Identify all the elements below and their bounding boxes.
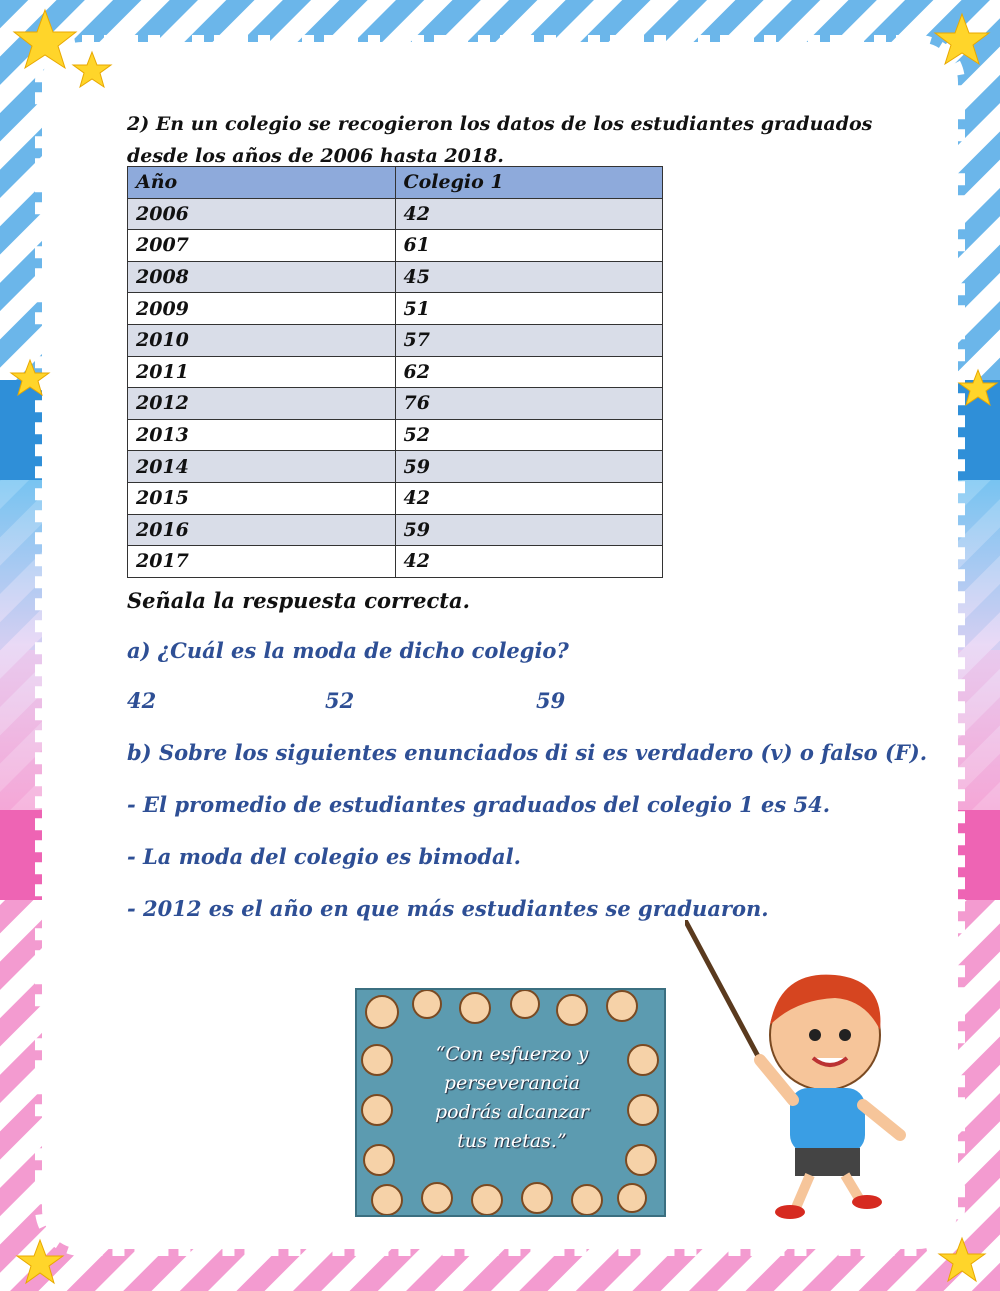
year-cell: 2007 bbox=[128, 230, 396, 262]
value-cell: 76 bbox=[395, 388, 663, 420]
table-row bbox=[128, 482, 663, 514]
poster-line: tus metas.” bbox=[457, 1130, 567, 1152]
year-cell: 2011 bbox=[128, 356, 396, 388]
value-cell: 59 bbox=[395, 514, 663, 546]
statement-bimodal[interactable]: - La moda del colegio es bimodal. bbox=[127, 844, 521, 869]
table-row bbox=[128, 388, 663, 420]
poster-line: podrás alcanzar bbox=[435, 1101, 589, 1123]
year-cell: 2010 bbox=[128, 324, 396, 356]
table-row bbox=[128, 261, 663, 293]
value-cell: 42 bbox=[395, 482, 663, 514]
graduates-table bbox=[127, 166, 663, 578]
value-cell: 42 bbox=[395, 198, 663, 230]
value-cell: 57 bbox=[395, 324, 663, 356]
table-row bbox=[128, 546, 663, 578]
option-59[interactable]: 59 bbox=[536, 688, 566, 713]
value-cell: 52 bbox=[395, 419, 663, 451]
option-52[interactable]: 52 bbox=[325, 688, 355, 713]
year-cell: 2014 bbox=[128, 451, 396, 483]
table-row bbox=[128, 324, 663, 356]
poster-quote bbox=[397, 1040, 627, 1156]
table-row bbox=[128, 419, 663, 451]
year-cell: 2013 bbox=[128, 419, 396, 451]
year-cell: 2009 bbox=[128, 293, 396, 325]
value-cell: 62 bbox=[395, 356, 663, 388]
value-cell: 42 bbox=[395, 546, 663, 578]
year-cell: 2006 bbox=[128, 198, 396, 230]
exercise-intro: 2) En un colegio se recogieron los datos de los estudiantes graduados desde los años de 2006 hasta 2018. bbox=[127, 113, 873, 167]
question-b: b) Sobre los siguientes enunciados di si es verdadero (v) o falso (F). bbox=[127, 740, 928, 765]
header-year: Año bbox=[128, 167, 396, 199]
year-cell: 2008 bbox=[128, 261, 396, 293]
table-row bbox=[128, 514, 663, 546]
year-cell: 2015 bbox=[128, 482, 396, 514]
table-row bbox=[128, 230, 663, 262]
option-42[interactable]: 42 bbox=[127, 688, 157, 713]
value-cell: 61 bbox=[395, 230, 663, 262]
year-cell: 2016 bbox=[128, 514, 396, 546]
value-cell: 51 bbox=[395, 293, 663, 325]
statement-2012[interactable]: - 2012 es el año en que más estudiantes se graduaron. bbox=[127, 896, 769, 921]
table-row bbox=[128, 451, 663, 483]
worksheet-content bbox=[70, 70, 940, 1230]
year-cell: 2017 bbox=[128, 546, 396, 578]
table-header-row bbox=[128, 167, 663, 199]
motivational-poster bbox=[355, 988, 666, 1217]
value-cell: 45 bbox=[395, 261, 663, 293]
table-row bbox=[128, 198, 663, 230]
instruction-text: Señala la respuesta correcta. bbox=[127, 588, 470, 613]
question-a: a) ¿Cuál es la moda de dicho colegio? bbox=[127, 638, 569, 663]
year-cell: 2012 bbox=[128, 388, 396, 420]
poster-line: “Con esfuerzo y bbox=[435, 1043, 589, 1065]
header-school: Colegio 1 bbox=[395, 167, 663, 199]
poster-line: perseverancia bbox=[443, 1072, 581, 1094]
boy-with-pointer-illustration bbox=[685, 920, 935, 1220]
statement-average[interactable]: - El promedio de estudiantes graduados del colegio 1 es 54. bbox=[127, 792, 831, 817]
table-row bbox=[128, 356, 663, 388]
value-cell: 59 bbox=[395, 451, 663, 483]
table-row bbox=[128, 293, 663, 325]
